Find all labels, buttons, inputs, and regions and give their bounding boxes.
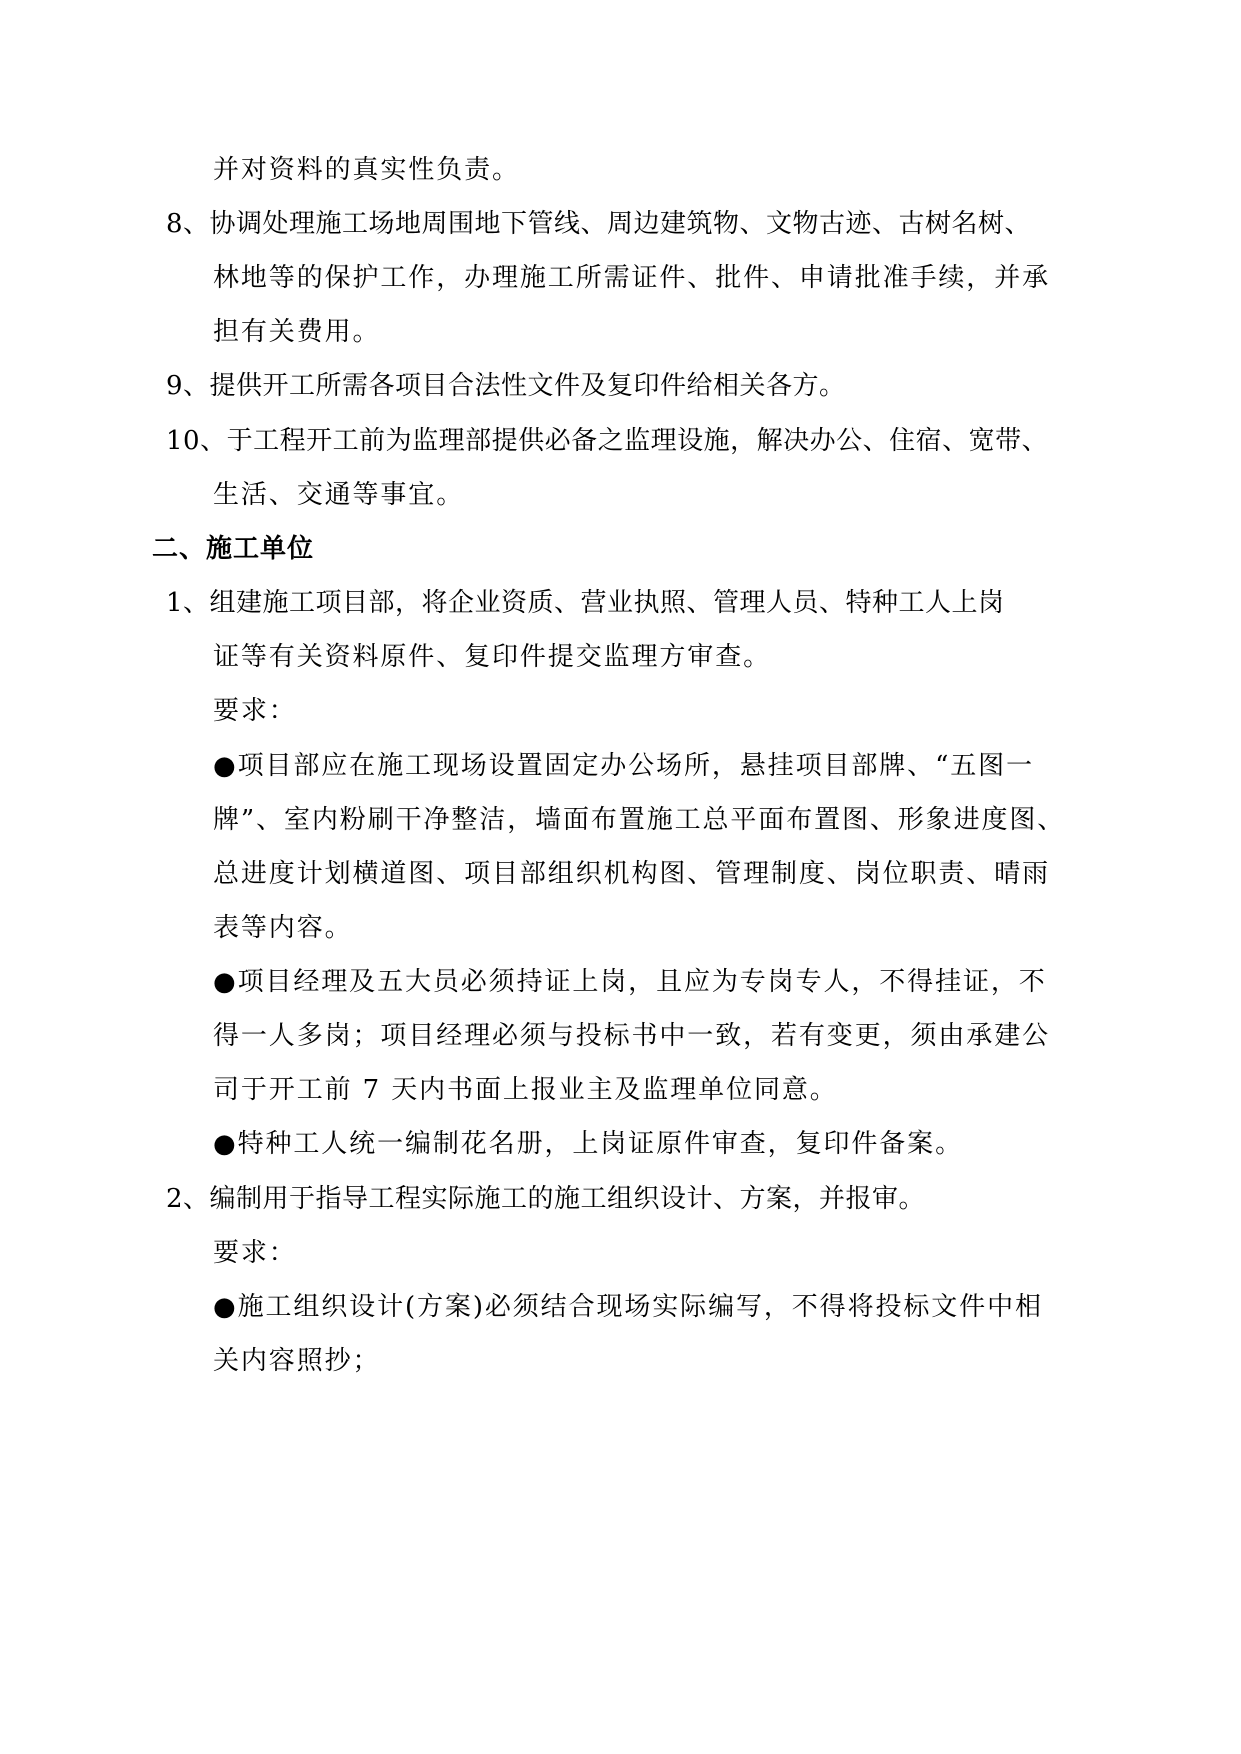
list-item-1: 1、组建施工项目部，将企业资质、营业执照、管理人员、特种工人上岗 (166, 588, 1005, 618)
text-line: 关内容照抄； (213, 1346, 381, 1376)
list-item-8: 8、协调处理施工场地周围地下管线、周边建筑物、文物古迹、古树名树、 (166, 209, 1032, 239)
bullet-item: ●特种工人统一编制花名册，上岗证原件审查，复印件备案。 (213, 1129, 963, 1159)
text-line: 生活、交通等事宜。 (213, 480, 465, 510)
bullet-item: ●项目部应在施工现场设置固定办公场所，悬挂项目部牌、“五图一 (213, 751, 1034, 781)
text-line: 担有关费用。 (213, 317, 381, 347)
bullet-item: ●项目经理及五大员必须持证上岗，且应为专岗专人，不得挂证，不 (213, 967, 1047, 997)
section-heading: 二、施工单位 (152, 534, 315, 564)
bullet-item: ●施工组织设计(方案)必须结合现场实际编写，不得将投标文件中相 (213, 1292, 1043, 1322)
list-item-2: 2、编制用于指导工程实际施工的施工组织设计、方案，并报审。 (166, 1184, 926, 1214)
text-line: 表等内容。 (213, 913, 353, 943)
list-item-9: 9、提供开工所需各项目合法性文件及复印件给相关各方。 (166, 371, 846, 401)
text-line: 得一人多岗；项目经理必须与投标书中一致，若有变更，须由承建公 (213, 1021, 1051, 1051)
list-item-10: 10、于工程开工前为监理部提供必备之监理设施，解决办公、住宿、宽带、 (166, 426, 1049, 456)
text-line: 牌”、室内粉刷干净整洁，墙面布置施工总平面布置图、形象进度图、 (213, 805, 1066, 835)
text-line: 并对资料的真实性负责。 (213, 155, 520, 185)
requirements-label: 要求： (213, 1238, 297, 1268)
requirements-label: 要求： (213, 696, 297, 726)
text-line: 司于开工前 7 天内书面上报业主及监理单位同意。 (213, 1075, 838, 1105)
text-line: 证等有关资料原件、复印件提交监理方审查。 (213, 642, 772, 672)
text-line: 林地等的保护工作，办理施工所需证件、批件、申请批准手续，并承 (213, 263, 1051, 293)
text-line: 总进度计划横道图、项目部组织机构图、管理制度、岗位职责、晴雨 (213, 859, 1051, 889)
